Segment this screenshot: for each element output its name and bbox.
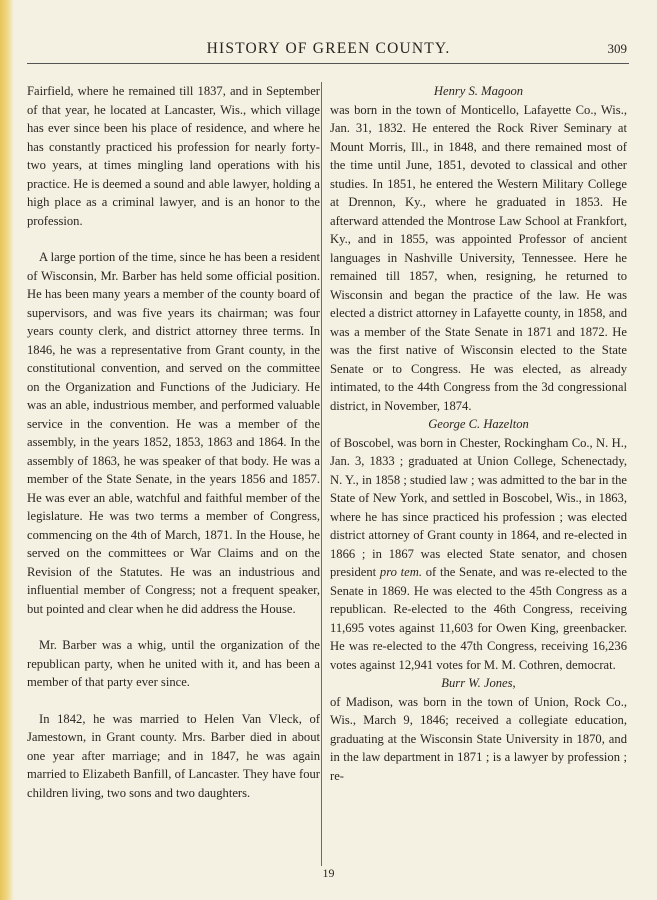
- signature-mark: 19: [322, 866, 335, 880]
- bio-heading-jones: Burr W. Jones,: [441, 676, 516, 690]
- page-number: 309: [607, 41, 627, 56]
- bio-text-hazelton-part1: of Boscobel, was born in Chester, Rockingham Co., N. H., Jan. 3, 1833 ; graduated at Union College, Schenectady, N. Y., in 1858 ; studied law ; was admitted to the bar in the State of New York, and settled in Boscobel, Wis., in 1863, where he has since practiced his profession ; was elected district attorney of Grant county in 1864, and re-elected in 1866 ; in 1867 was elected State senator, and chosen president: [330, 435, 627, 579]
- bio-heading-magoon: Henry S. Magoon: [433, 84, 524, 98]
- page-edge-discoloration: [0, 0, 14, 900]
- paragraph-barber-politics: Mr. Barber was a whig, until the organization of the republican party, when he united with it, and has been a member of that party ever since.: [27, 638, 320, 689]
- bio-text-hazelton: [330, 434, 627, 675]
- header-rule: [27, 63, 629, 64]
- bio-text-hazelton-part2: of the Senate, and was re-elected to the Senate in 1869. He was elected to the 45th Congress as a republican. Re-elected to the 46th Congress, receiving 11,695 votes against 11,603 for Owen King, greenbacker. He was re-elected to the 47th Congress, receiving 16,236 votes against 12,941 votes for M. M. Cothren, democrat.: [330, 565, 627, 672]
- bio-heading-hazelton: George C. Hazelton: [428, 417, 529, 431]
- column-divider: [321, 82, 322, 866]
- right-column: [330, 82, 627, 785]
- running-header-title: HISTORY OF GREEN COUNTY.: [206, 40, 451, 57]
- paragraph-barber-marriage: In 1842, he was married to Helen Van Vleck, of Jamestown, in Grant county. Mrs. Barber died in about one year after marriage; and in 1847, he was again married to Elizabeth Banfill, of Lancaster. They have four children living, two sons and two daughters.: [27, 711, 320, 800]
- bio-text-jones: of Madison, was born in the town of Union, Rock Co., Wis., March 9, 1846; received a collegiate education, graduating at the Wisconsin State University in 1870, and in the law department in 1871 ; is a lawyer by profession ; re-: [330, 694, 627, 783]
- paragraph-barber-offices: A large portion of the time, since he has been a resident of Wisconsin, Mr. Barber has held some official position. He has been many years a member of the county board of supervisors, and was five years its chairman; was four years county clerk, and district attorney three terms. In 1846, he was a representative from Grant county, in the constitutional convention, and served on the committee on the Organization and Functions of the Judiciary. He was an able, industrious member, and performed valuable service in the convention. He was a member of the assembly, in the years 1852, 1853, 1863 and 1864. In the assembly of 1863, he was speaker of that body. He was a member of the State Senate, in the years 1856 and 1857. He was ever an able, watchful and faithful member of the legislature. He was two terms a member of Congress, commencing on the 4th of March, 1871. In the House, he served on the committees or War Claims and on the Revision of the Statutes. He was an industrious and influential member of Congress; not a frequent speaker, but pointed and clear when he did address the House.: [27, 250, 320, 616]
- paragraph-barber-practice: Fairfield, where he remained till 1837, and in September of that year, he located at Lancaster, Wis., which village has ever since been his place of residence, and where he has constantly practiced his profession for nearly forty-two years, at times mingling land operations with his practice. He is deemed a sound and able lawyer, holding a high place as a criminal lawyer, and is an honor to the profession.: [27, 84, 320, 228]
- left-column: [27, 82, 320, 802]
- pro-tem-italic: pro tem.: [379, 565, 422, 579]
- bio-text-magoon: was born in the town of Monticello, Lafayette Co., Wis., Jan. 31, 1832. He entered the Rock River Seminary at Mount Morris, Ill., in 1848, and there remained most of the time until June, 1851, devoted to classical and other studies. In 1851, he entered the Western Military College at Drennon, Ky., where he graduated in 1853. He afterward attended the Montrose Law School at Frankfort, Ky., and in 1855, was appointed Professor of ancient languages in Nashville University, Tennessee. Here he remained till 1857, when, resigning, he returned to Wisconsin and began the practice of the law. He was elected a district attorney in Lafayette county, in 1858, and was a member of the State Senate in 1871 and 1872. He was the first native of Wisconsin elected to the State Senate or to Congress. He was elected, as already intimated, to the 44th Congress from the 3d congressional district, in November, 1874.: [330, 102, 627, 413]
